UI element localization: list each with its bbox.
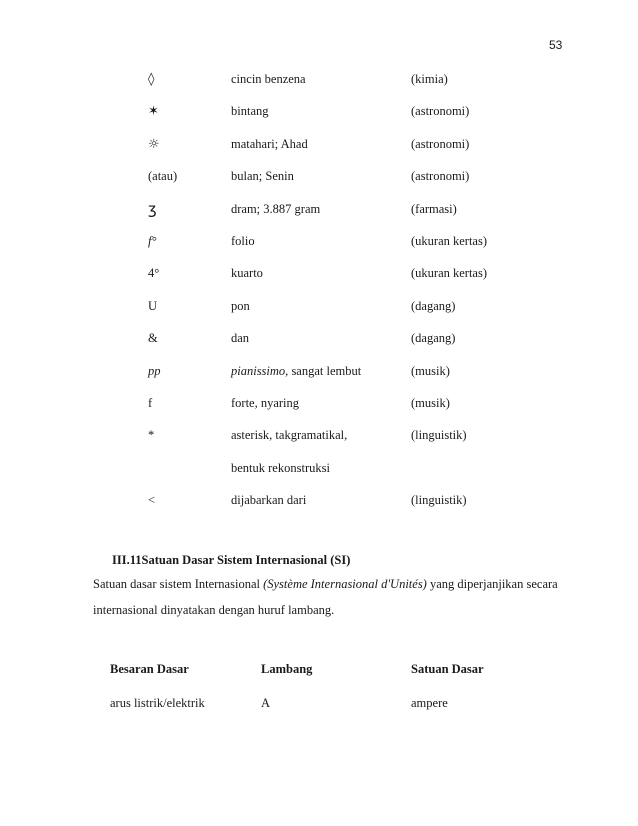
cell-besaran: arus listrik/elektrik xyxy=(110,696,205,710)
symbol-cell: f xyxy=(148,395,153,410)
table-row xyxy=(0,66,638,98)
table-row xyxy=(0,325,638,357)
table-row xyxy=(0,260,638,292)
symbol-cell: * xyxy=(148,428,155,443)
field-cell: (dagang) xyxy=(411,298,456,313)
meaning-cell: dijabarkan dari xyxy=(231,493,307,508)
symbol-cell: pp xyxy=(148,363,161,378)
symbol-cell: f° xyxy=(148,233,157,248)
symbol-cell: & xyxy=(148,331,158,346)
meaning-cell: kuarto xyxy=(231,266,263,281)
cell-lambang: A xyxy=(261,696,271,710)
meaning-cell: cincin benzena xyxy=(231,72,306,86)
field-cell: (astronomi) xyxy=(411,169,470,184)
field-cell: (linguistik) xyxy=(411,493,467,508)
symbol-cell: ʒ xyxy=(148,199,157,218)
table-row xyxy=(0,455,638,487)
meaning-cell: bulan; Senin xyxy=(231,169,294,184)
table-row xyxy=(0,358,638,390)
header-besaran: Besaran Dasar xyxy=(110,662,189,676)
symbol-cell: (atau) xyxy=(148,169,178,184)
table-row xyxy=(0,228,638,260)
meaning-cell: bentuk rekonstruksi xyxy=(231,460,330,475)
meaning-italic: pianissimo, xyxy=(231,363,289,378)
field-cell: (dagang) xyxy=(411,331,456,346)
meaning-cell: pon xyxy=(231,298,250,313)
field-cell: (musik) xyxy=(411,363,450,378)
paragraph-line-1 xyxy=(93,577,558,592)
table-row xyxy=(0,196,638,228)
field-cell: (ukuran kertas) xyxy=(411,266,488,281)
symbol-cell: ✶ xyxy=(148,104,159,120)
meaning-cell: dan xyxy=(231,331,250,346)
section-heading: III.11Satuan Dasar Sistem Internasional (SI) xyxy=(112,553,351,567)
table-row xyxy=(0,293,638,325)
para-text: yang diperjanjikan secara xyxy=(426,577,558,591)
table-row xyxy=(0,422,638,454)
meaning-cell: folio xyxy=(231,233,255,248)
meaning-cell xyxy=(231,364,361,379)
meaning-cell: asterisk, takgramatikal, xyxy=(231,428,348,443)
field-cell: (kimia) xyxy=(411,72,448,86)
field-cell: (astronomi) xyxy=(411,136,470,151)
cell-satuan: ampere xyxy=(411,696,448,710)
header-satuan: Satuan Dasar xyxy=(411,662,484,676)
table-row xyxy=(0,390,638,422)
meaning-cell: bintang xyxy=(231,104,269,119)
meaning-cell: forte, nyaring xyxy=(231,395,300,410)
para-italic-term: (Système Internasional d'Unités) xyxy=(263,577,427,591)
symbol-cell: ◊ xyxy=(148,72,155,87)
table-row xyxy=(0,163,638,195)
symbol-cell: ☼ xyxy=(148,136,160,152)
symbol-cell: 4° xyxy=(148,266,160,281)
table-row xyxy=(0,98,638,130)
para-text: Satuan dasar sistem Internasional xyxy=(93,577,264,591)
field-cell: (musik) xyxy=(411,395,450,410)
table-row xyxy=(0,131,638,163)
table-row xyxy=(0,487,638,519)
paragraph-line-2: internasional dinyatakan dengan huruf lambang. xyxy=(93,603,335,617)
symbol-cell: < xyxy=(148,493,156,508)
symbol-table xyxy=(0,66,638,519)
field-cell: (farmasi) xyxy=(411,201,457,216)
field-cell: (linguistik) xyxy=(411,428,467,443)
meaning-rest: sangat lembut xyxy=(288,363,362,378)
page-number: 53 xyxy=(549,38,563,52)
meaning-cell: matahari; Ahad xyxy=(231,136,308,151)
symbol-cell: U xyxy=(148,298,158,313)
field-cell: (ukuran kertas) xyxy=(411,233,488,248)
meaning-cell: dram; 3.887 gram xyxy=(231,201,321,216)
field-cell: (astronomi) xyxy=(411,104,470,119)
header-lambang: Lambang xyxy=(261,662,313,676)
